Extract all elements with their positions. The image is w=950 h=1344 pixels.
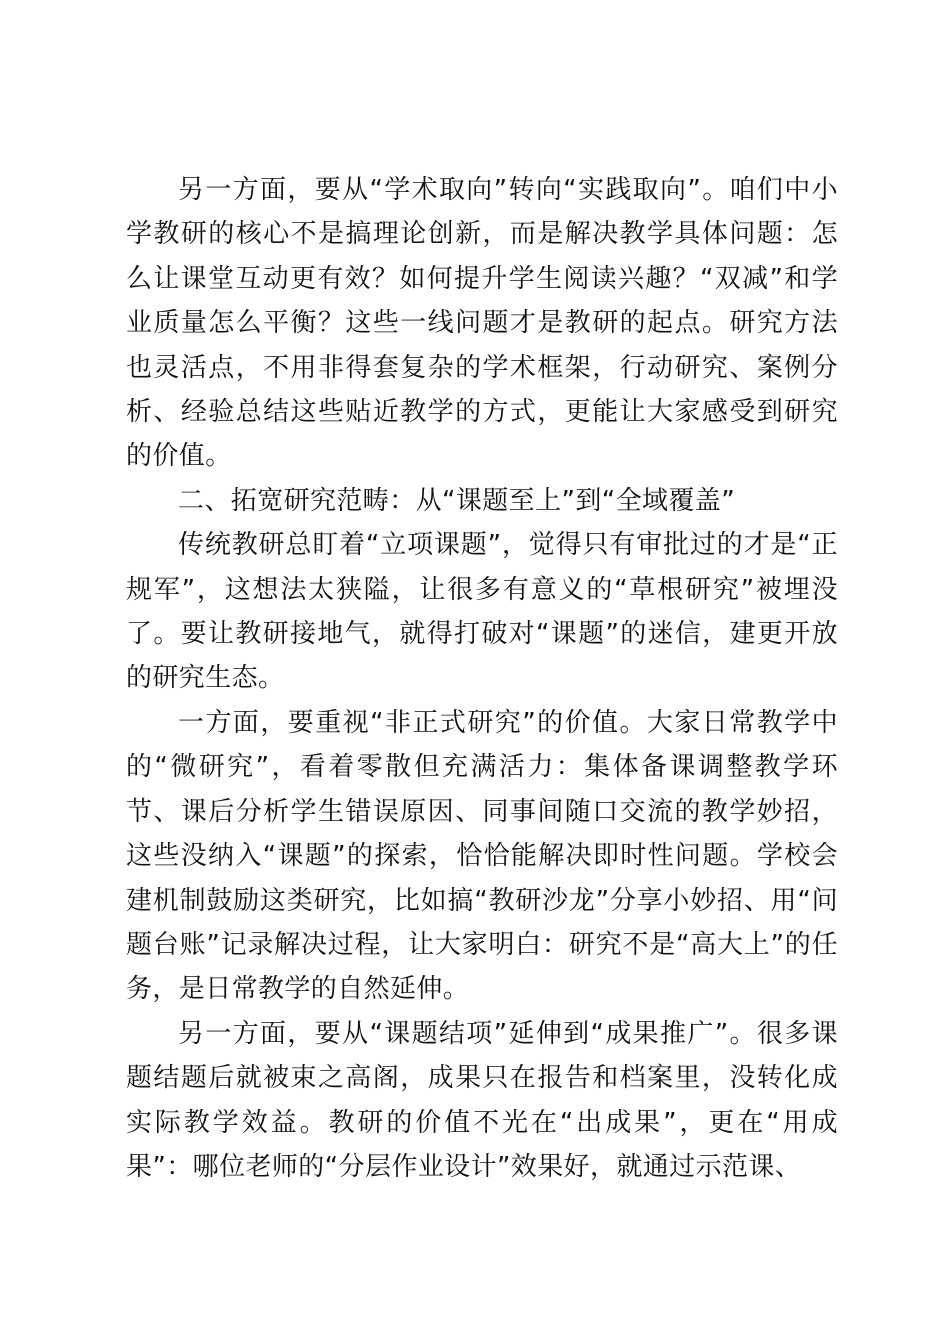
paragraph-informal-research: 一方面，要重视“非正式研究”的价值。大家日常教学中的“微研究”，看着零散但充满活力：集体备课调整教学环节、课后分析学生错误原因、同事间随口交流的教学妙招，这些没纳入“课题”的探索，恰恰能解决即时性问题。学校会建机制鼓励这类研究，比如搞“教研沙龙”分享小妙招、用“问题台账”记录解决过程，让大家明白：研究不是“高大上”的任务，是日常教学的自然延伸。 <box>126 707 838 1005</box>
paragraph-traditional-research: 传统教研总盯着“立项课题”，觉得只有审批过的才是“正规军”，这想法太狭隘，让很多有意义的“草根研究”被埋没了。要让教研接地气，就得打破对“课题”的迷信，建更开放的研究生态。 <box>126 530 838 694</box>
section-heading: 二、拓宽研究范畴：从“课题至上”到“全域覆盖” <box>178 485 736 516</box>
paragraph-results-promotion: 另一方面，要从“课题结项”延伸到“成果推广”。很多课题结题后就被束之高阁，成果只在报告和档案里，没转化成实际教学效益。教研的价值不光在“出成果”，更在“用成果”：哪位老师的“分层作业设计”效果好，就通过示范课、 <box>126 1018 838 1182</box>
document-body <box>126 168 838 1189</box>
paragraph-practice-orientation: 另一方面，要从“学术取向”转向“实践取向”。咱们中小学教研的核心不是搞理论创新，而是解决教学具体问题：怎么让课堂互动更有效？如何提升学生阅读兴趣？“双减”和学业质量怎么平衡？这些一线问题才是教研的起点。研究方法也灵活点，不用非得套复杂的学术框架，行动研究、案例分析、经验总结这些贴近教学的方式，更能让大家感受到研究的价值。 <box>126 175 838 472</box>
